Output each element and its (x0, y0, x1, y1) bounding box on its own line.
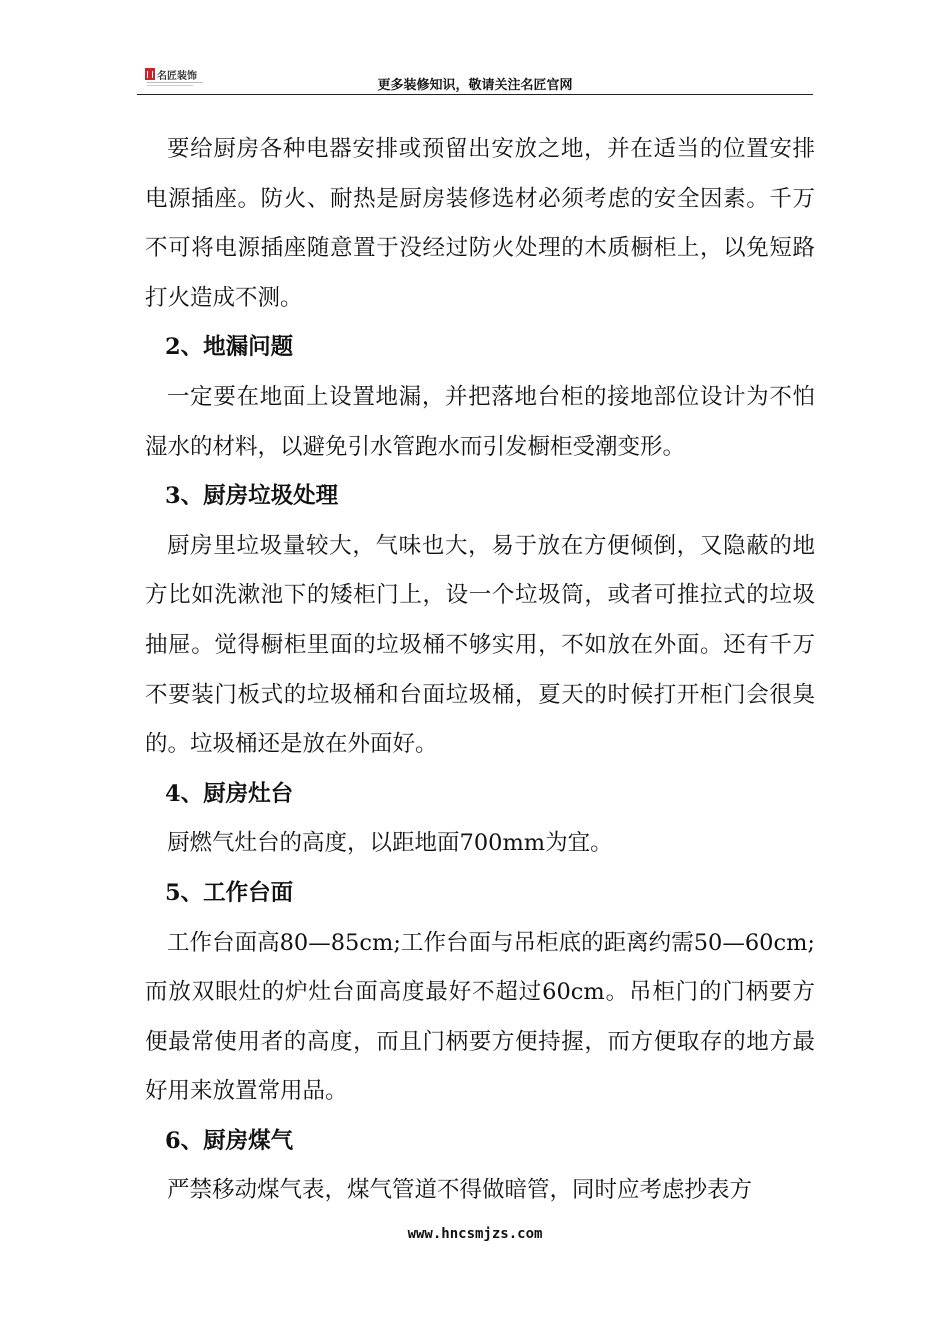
section-heading: 5、工作台面 (165, 879, 294, 906)
paragraph: 要给厨房各种电器安排或预留出安放之地，并在适当的位置安排电源插座。防火、耐热是厨房装修选材必须考虑的安全因素。千万不可将电源插座随意置于没经过防火处理的木质橱柜上，以免短路打火造成不测。 (145, 136, 815, 311)
section-heading: 6、厨房煤气 (165, 1127, 294, 1154)
footer-url: www.hncsmjzs.com (407, 1226, 543, 1242)
logo-text: 名匠装饰 (157, 71, 197, 82)
paragraph: 一定要在地面上设置地漏，并把落地台柜的接地部位设计为不怕湿水的材料，以避免引水管跑水而引发橱柜受潮变形。 (145, 383, 815, 460)
section-heading: 4、厨房灶台 (165, 780, 294, 807)
section-heading: 3、厨房垃圾处理 (165, 483, 339, 510)
paragraph: 厨燃气灶台的高度，以距地面700mm为宜。 (167, 830, 613, 857)
header-title: 更多装修知识，敬请关注名匠官网 (377, 78, 573, 93)
paragraph: 工作台面高80—85cm;工作台面与吊柜底的距离约需50—60cm;而放双眼灶的炉灶台面高度最好不超过60cm。吊柜门的门柄要方便最常使用者的高度，而且门柄要方便持握，而方便取存的地方最好用来放置常用品。 (145, 929, 815, 1105)
page-header (137, 66, 813, 95)
document-body (145, 125, 815, 1216)
section-heading: 2、地漏问题 (165, 334, 294, 361)
paragraph: 严禁移动煤气表，煤气管道不得做暗管，同时应考虑抄表方 (167, 1177, 753, 1204)
paragraph: 厨房里垃圾量较大，气味也大，易于放在方便倾倒，又隐蔽的地方比如洗漱池下的矮柜门上，设一个垃圾筒，或者可推拉式的垃圾抽屉。觉得橱柜里面的垃圾桶不够实用，不如放在外面。还有千万不要装门板式的垃圾桶和台面垃圾桶，夏天的时候打开柜门会很臭的。垃圾桶还是放在外面好。 (145, 532, 815, 758)
